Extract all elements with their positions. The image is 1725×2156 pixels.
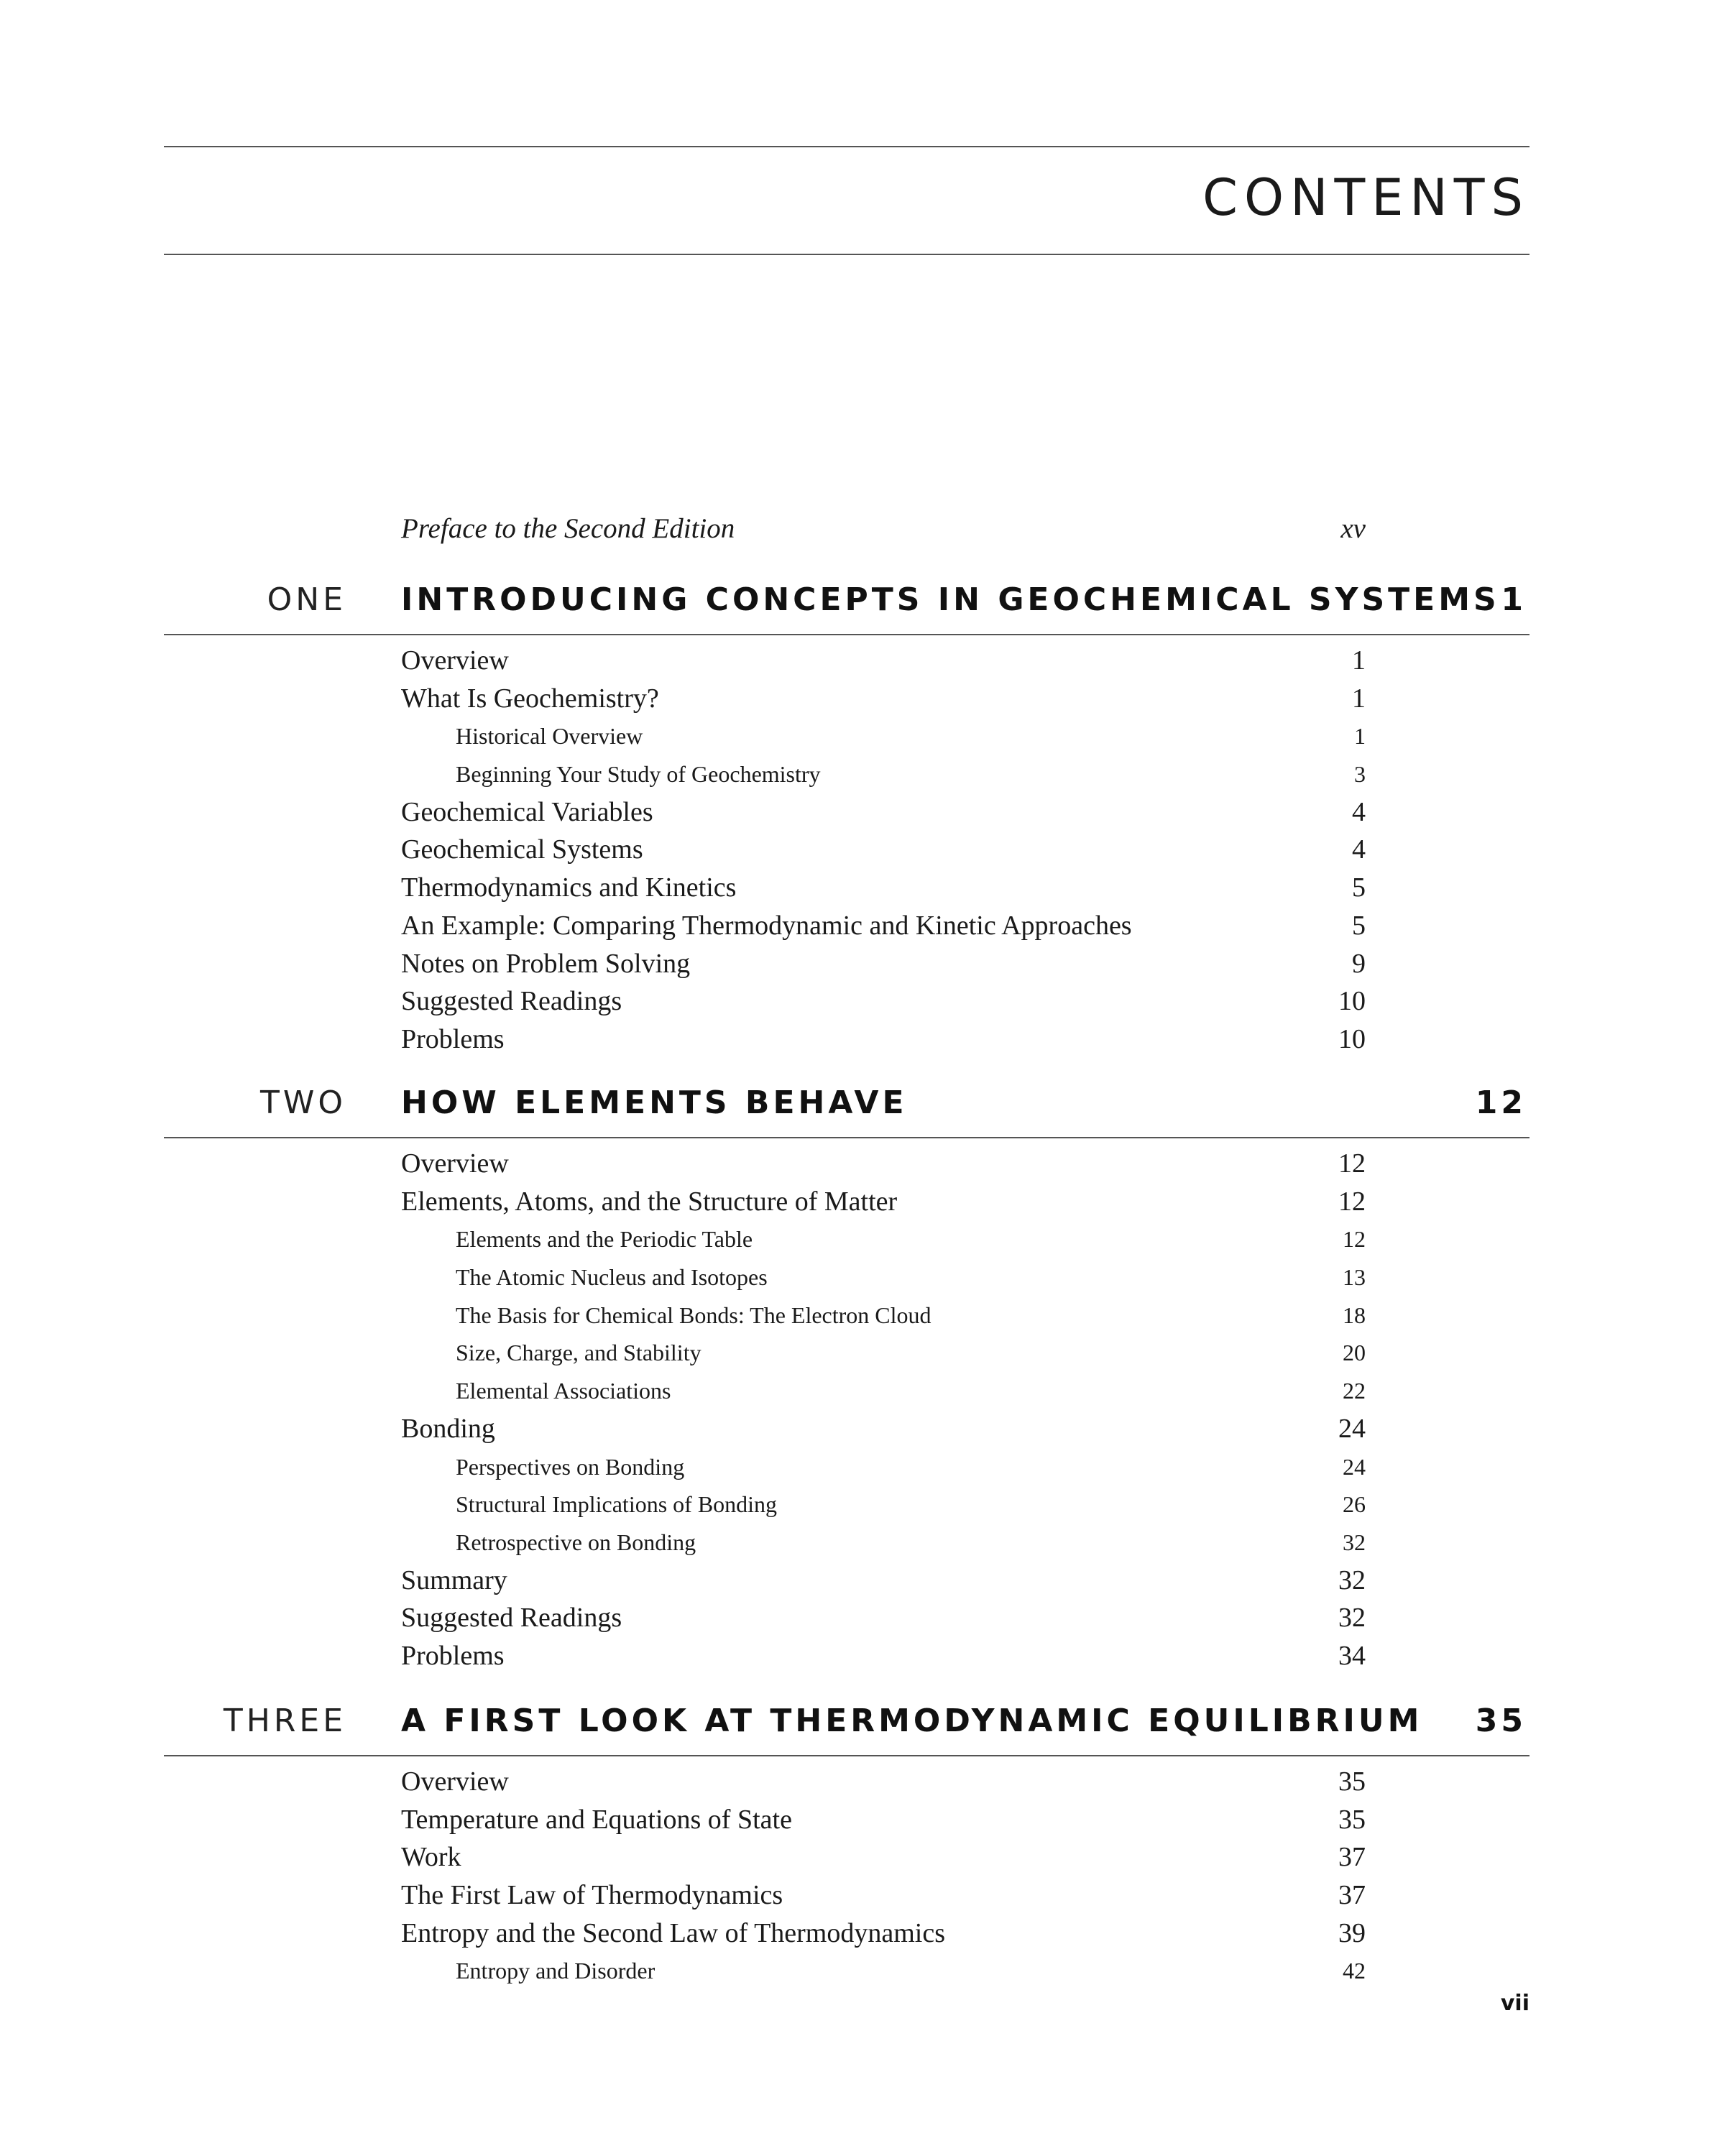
entry-title: Overview — [401, 1148, 509, 1179]
chapter-page-number: 1 — [1501, 581, 1527, 618]
entry-page-number: 10 — [1338, 1023, 1366, 1054]
entry-page-number: 35 — [1338, 1766, 1366, 1797]
chapter-title: INTRODUCING CONCEPTS IN GEOCHEMICAL SYSTEMS — [401, 581, 1500, 618]
entry-page-number: 5 — [1352, 910, 1366, 941]
entry-page-number: 12 — [1338, 1148, 1366, 1179]
toc-subentry[interactable] — [0, 1296, 1725, 1335]
toc-entry[interactable] — [0, 831, 1725, 869]
entry-title: Overview — [401, 1766, 509, 1797]
entry-page-number: 20 — [1343, 1340, 1366, 1366]
toc-entry[interactable] — [0, 1637, 1725, 1675]
toc-entry[interactable] — [0, 1763, 1725, 1801]
entry-title: An Example: Comparing Thermodynamic and Kinetic Approaches — [401, 910, 1132, 941]
toc-entry[interactable] — [0, 1562, 1725, 1600]
page-folio: vii — [1500, 1991, 1530, 2016]
toc-subentry[interactable] — [0, 1448, 1725, 1486]
toc-entry[interactable] — [0, 793, 1725, 831]
entry-title: Temperature and Equations of State — [401, 1804, 792, 1835]
chapter-heading[interactable] — [0, 575, 1725, 625]
toc-entry[interactable] — [0, 1410, 1725, 1448]
toc-entry[interactable] — [0, 1876, 1725, 1915]
entry-title: Summary — [401, 1565, 507, 1595]
toc-entry[interactable] — [0, 642, 1725, 680]
entry-page-number: 12 — [1338, 1186, 1366, 1217]
entry-page-number: 9 — [1352, 948, 1366, 979]
entry-page-number: 1 — [1352, 645, 1366, 676]
preface-page-number: xv — [1340, 513, 1366, 544]
entry-title: Suggested Readings — [401, 1603, 622, 1634]
header-top-rule — [164, 146, 1530, 147]
chapter-number: ONE — [267, 581, 346, 618]
entry-page-number: 37 — [1338, 1842, 1366, 1873]
entry-title: Thermodynamics and Kinetics — [401, 872, 737, 903]
entry-title: Entropy and Disorder — [456, 1958, 656, 1984]
entry-page-number: 32 — [1338, 1565, 1366, 1595]
entry-title: Problems — [401, 1640, 505, 1671]
chapter-rule — [164, 1755, 1530, 1756]
chapter-entries — [0, 642, 1725, 1059]
entry-page-number: 24 — [1338, 1413, 1366, 1444]
entry-page-number: 32 — [1338, 1603, 1366, 1634]
entry-page-number: 32 — [1343, 1529, 1366, 1555]
chapter-rule — [164, 634, 1530, 635]
entry-page-number: 3 — [1354, 761, 1366, 788]
entry-page-number: 1 — [1352, 683, 1366, 714]
entry-page-number: 5 — [1352, 872, 1366, 903]
entry-title: Entropy and the Second Law of Thermodynamics — [401, 1917, 945, 1948]
toc-subentry[interactable] — [0, 1334, 1725, 1372]
entry-page-number: 4 — [1352, 834, 1366, 865]
toc-subentry[interactable] — [0, 1372, 1725, 1410]
entry-title: Beginning Your Study of Geochemistry — [456, 761, 821, 788]
entry-title: Elements, Atoms, and the Structure of Matter — [401, 1186, 898, 1217]
entry-title: Notes on Problem Solving — [401, 948, 691, 979]
entry-page-number: 37 — [1338, 1880, 1366, 1911]
header-bottom-rule — [164, 254, 1530, 255]
toc-subentry[interactable] — [0, 1952, 1725, 1990]
entry-title: Problems — [401, 1023, 505, 1054]
toc-subentry[interactable] — [0, 1258, 1725, 1296]
chapter-heading[interactable] — [0, 1696, 1725, 1746]
toc-entry[interactable] — [0, 1183, 1725, 1221]
chapter-page-number: 12 — [1475, 1084, 1527, 1121]
toc-subentry[interactable] — [0, 1485, 1725, 1524]
toc-subentry[interactable] — [0, 755, 1725, 793]
entry-title: Geochemical Systems — [401, 834, 643, 865]
entry-page-number: 10 — [1338, 986, 1366, 1017]
toc-entry[interactable] — [0, 945, 1725, 983]
toc-entry[interactable] — [0, 1838, 1725, 1876]
toc-entry[interactable] — [0, 1599, 1725, 1637]
chapter-three — [0, 1696, 1725, 1984]
entry-title: Suggested Readings — [401, 986, 622, 1017]
toc-entry[interactable] — [0, 1915, 1725, 1953]
entry-title: Elements and the Periodic Table — [456, 1226, 753, 1253]
entry-title: Overview — [401, 645, 509, 676]
toc-entry[interactable] — [0, 1801, 1725, 1839]
toc-entry[interactable] — [0, 680, 1725, 718]
toc-entry[interactable] — [0, 869, 1725, 907]
entry-page-number: 4 — [1352, 796, 1366, 827]
chapter-page-number: 35 — [1475, 1703, 1527, 1739]
entry-title: The First Law of Thermodynamics — [401, 1880, 783, 1911]
entry-title: Work — [401, 1842, 461, 1873]
entry-title: Geochemical Variables — [401, 796, 653, 827]
chapter-title: A FIRST LOOK AT THERMODYNAMIC EQUILIBRIUM — [401, 1703, 1423, 1739]
preface-title: Preface to the Second Edition — [401, 513, 735, 544]
chapter-number: THREE — [223, 1703, 346, 1739]
entry-title: Perspectives on Bonding — [456, 1453, 685, 1480]
entry-page-number: 26 — [1343, 1491, 1366, 1518]
entry-title: Size, Charge, and Stability — [456, 1340, 702, 1366]
entry-page-number: 18 — [1343, 1302, 1366, 1328]
entry-page-number: 24 — [1343, 1453, 1366, 1480]
chapter-title: HOW ELEMENTS BEHAVE — [401, 1084, 908, 1121]
entry-page-number: 13 — [1343, 1264, 1366, 1291]
entry-title: What Is Geochemistry? — [401, 683, 659, 714]
entry-page-number: 35 — [1338, 1804, 1366, 1835]
chapter-two — [0, 1078, 1725, 1671]
entry-page-number: 12 — [1343, 1226, 1366, 1253]
toc-subentry[interactable] — [0, 1220, 1725, 1258]
entry-title: Elemental Associations — [456, 1378, 671, 1404]
chapter-rule — [164, 1137, 1530, 1138]
toc-entry[interactable] — [0, 1021, 1725, 1059]
entry-page-number: 22 — [1343, 1378, 1366, 1404]
entry-page-number: 1 — [1354, 723, 1366, 750]
toc-subentry[interactable] — [0, 717, 1725, 755]
entry-page-number: 34 — [1338, 1640, 1366, 1671]
entry-title: Bonding — [401, 1413, 495, 1444]
toc-subentry[interactable] — [0, 1524, 1725, 1562]
toc-entry[interactable] — [0, 982, 1725, 1021]
chapter-number: TWO — [259, 1084, 346, 1121]
entry-title: The Atomic Nucleus and Isotopes — [456, 1264, 768, 1291]
chapter-heading[interactable] — [0, 1078, 1725, 1128]
entry-title: Retrospective on Bonding — [456, 1529, 696, 1555]
entry-page-number: 39 — [1338, 1917, 1366, 1948]
entry-title: Structural Implications of Bonding — [456, 1491, 778, 1518]
toc-entry[interactable] — [0, 1145, 1725, 1183]
entry-title: Historical Overview — [456, 723, 643, 750]
entry-page-number: 42 — [1343, 1958, 1366, 1984]
chapter-entries — [0, 1763, 1725, 1990]
entry-title: The Basis for Chemical Bonds: The Electron Cloud — [456, 1302, 932, 1328]
chapter-entries — [0, 1145, 1725, 1675]
toc-preface-entry[interactable] — [401, 507, 1366, 550]
toc-entry[interactable] — [0, 907, 1725, 945]
chapter-one — [0, 575, 1725, 1054]
page-title: CONTENTS — [1202, 168, 1530, 227]
